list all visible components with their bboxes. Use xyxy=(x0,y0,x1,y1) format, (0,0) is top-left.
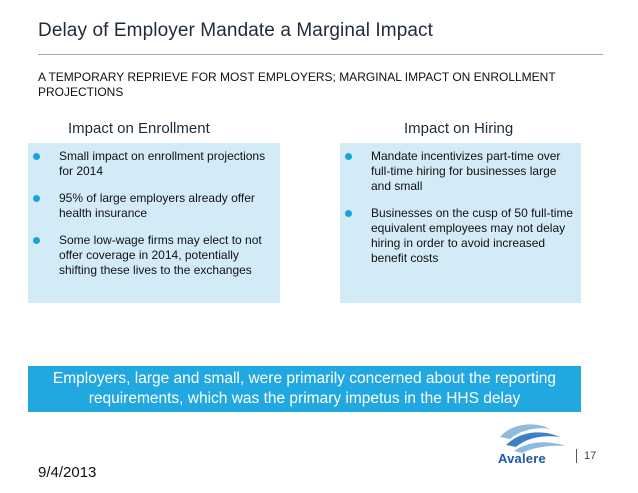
bullet-dot-icon xyxy=(33,153,40,160)
slide-subtitle: A TEMPORARY REPRIEVE FOR MOST EMPLOYERS; MARGINAL IMPACT ON ENROLLMENT PROJECTIONS xyxy=(38,70,556,99)
enrollment-panel xyxy=(28,143,280,303)
page-number: 17 xyxy=(584,450,597,462)
bullet-dot-icon xyxy=(345,153,352,160)
slide-date: 9/4/2013 xyxy=(38,464,97,481)
enrollment-heading: Impact on Enrollment xyxy=(68,120,210,137)
enrollment-bullet-list xyxy=(28,149,280,290)
bullet-dot-icon xyxy=(33,237,40,244)
enrollment-bullet xyxy=(28,191,280,221)
title-divider xyxy=(38,54,603,55)
enrollment-bullet-text: 95% of large employers already offer health insurance xyxy=(59,191,255,220)
hiring-bullet xyxy=(340,206,581,266)
hiring-heading: Impact on Hiring xyxy=(404,120,514,137)
enrollment-bullet-text: Small impact on enrollment projections for 2014 xyxy=(59,149,266,178)
bullet-dot-icon xyxy=(33,195,40,202)
hiring-bullet xyxy=(340,149,581,194)
enrollment-bullet-text: Some low-wage firms may elect to not offer coverage in 2014, potentially shifting these lives to the exchanges xyxy=(59,233,262,277)
key-takeaway-banner xyxy=(28,366,581,412)
hiring-bullet-list xyxy=(340,149,581,278)
bullet-dot-icon xyxy=(345,210,352,217)
logo-wordmark: Avalere xyxy=(498,451,546,466)
page-number-divider xyxy=(576,449,577,463)
hiring-bullet-text: Mandate incentivizes part-time over full-time hiring for businesses large and small xyxy=(371,149,561,193)
slide-title: Delay of Employer Mandate a Marginal Impact xyxy=(38,20,434,41)
hiring-bullet-text: Businesses on the cusp of 50 full-time equivalent employees may not delay hiring in order to avoid increased benefit costs xyxy=(371,206,574,265)
enrollment-bullet xyxy=(28,149,280,179)
enrollment-bullet xyxy=(28,233,280,278)
banner-text: Employers, large and small, were primarily concerned about the reporting requirements, which was the primary impetus in the HHS delay xyxy=(52,370,557,407)
hiring-panel xyxy=(340,143,581,303)
